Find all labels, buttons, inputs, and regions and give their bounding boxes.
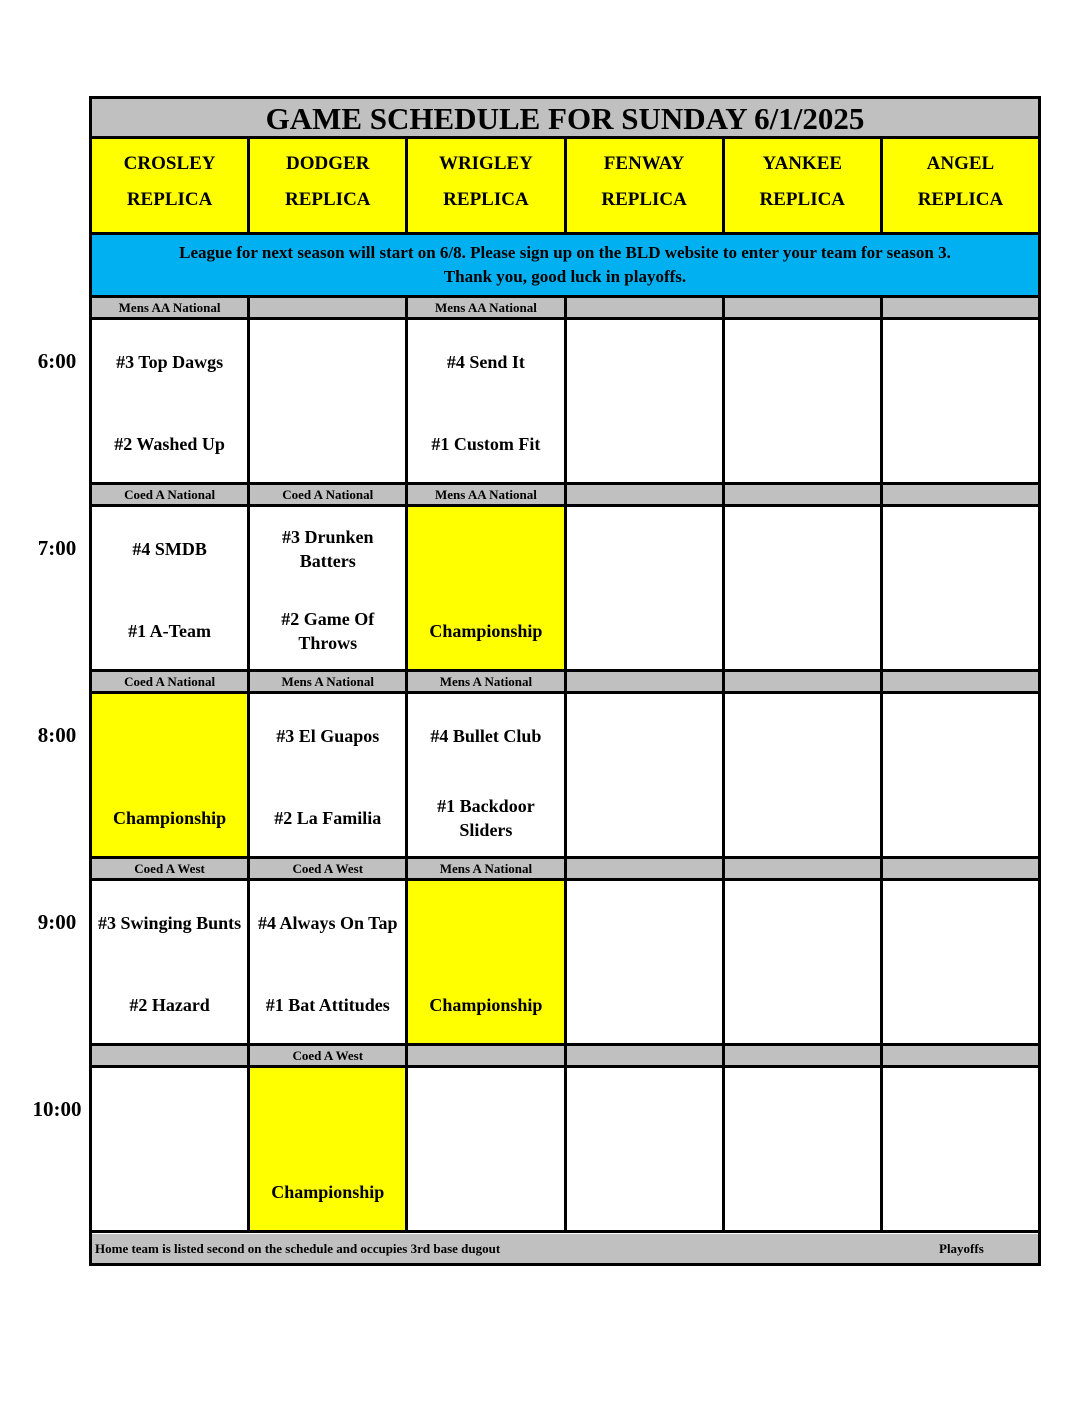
game-cell [408,881,566,1046]
field-name: ANGEL [926,153,995,174]
home-team: #2 La Familia [274,808,382,828]
division-label: Mens A National [408,859,566,881]
game-cell [408,320,566,485]
game-cell [883,694,1038,859]
away-team: #3 Swinging Bunts [98,913,242,933]
game-cell [92,881,250,1046]
division-label [725,298,883,320]
game-cell [250,1068,408,1233]
away-team: #4 Send It [446,352,525,372]
game-row [92,694,1038,859]
division-label [92,1046,250,1068]
division-label: Coed A National [92,485,250,507]
game-cell [567,320,725,485]
division-label: Coed A National [92,672,250,694]
field-header-crosley [92,139,250,235]
game-cell [92,1068,250,1233]
division-label: Mens A National [250,672,408,694]
home-team: #1 Bat Attitudes [265,995,390,1015]
division-row [92,485,1038,507]
game-cell [250,881,408,1046]
time-slot-block [92,485,1038,672]
division-label [567,1046,725,1068]
division-label [250,298,408,320]
game-row [92,507,1038,672]
away-team: #3 Drunken Batters [281,527,374,571]
field-name: CROSLEY [123,153,216,174]
game-cell [250,320,408,485]
home-team: #2 Washed Up [114,434,225,454]
game-cell [883,320,1038,485]
game-cell [408,694,566,859]
division-label [725,672,883,694]
away-team: #4 Bullet Club [430,726,542,746]
game-cell [567,694,725,859]
field-header-wrigley [408,139,566,235]
field-subtitle: REPLICA [759,189,846,210]
game-cell [883,507,1038,672]
game-cell [725,694,883,859]
division-label: Coed A West [92,859,250,881]
away-team: #3 Top Dawgs [116,352,224,372]
time-label: 7:00 [37,536,77,560]
game-cell [725,320,883,485]
game-cell [92,694,250,859]
home-team: #2 Hazard [129,995,210,1015]
division-label [567,672,725,694]
home-team: #1 Backdoor Sliders [437,796,535,840]
field-header-fenway [567,139,725,235]
game-cell [725,881,883,1046]
time-label: 6:00 [37,349,77,373]
field-name: DODGER [286,153,370,174]
game-cell [725,507,883,672]
field-subtitle: REPLICA [126,189,213,210]
game-row [92,320,1038,485]
time-label: 10:00 [32,1097,82,1121]
game-cell [567,881,725,1046]
notice-line-2: Thank you, good luck in playoffs. [443,267,687,286]
field-subtitle: REPLICA [443,189,529,210]
schedule-sheet [89,96,1041,1266]
footer-bar [92,1234,1038,1263]
game-row [92,1068,1038,1233]
division-label: Mens AA National [92,298,250,320]
game-cell [408,507,566,672]
division-row [92,1046,1038,1068]
game-cell [92,507,250,672]
game-cell [567,507,725,672]
game-cell [250,694,408,859]
division-label: Coed A West [250,1046,408,1068]
time-slot-block [92,859,1038,1046]
division-label [567,298,725,320]
playoffs-label: Playoffs [939,1241,984,1256]
field-header-dodger [250,139,408,235]
division-label [567,485,725,507]
division-row [92,672,1038,694]
home-team: Championship [271,1182,385,1202]
division-label [567,859,725,881]
field-subtitle: REPLICA [285,189,371,210]
field-header-angel [883,139,1038,235]
time-slot-block [92,298,1038,485]
home-team: Championship [113,808,227,828]
division-label [408,1046,566,1068]
home-team: Championship [429,995,543,1015]
field-subtitle: REPLICA [917,189,1004,210]
game-cell [250,507,408,672]
field-header-yankee [725,139,883,235]
game-row [92,881,1038,1046]
home-team: #1 Custom Fit [431,434,541,454]
division-label: Coed A West [250,859,408,881]
home-team: #1 A-Team [128,621,211,641]
home-team-note: Home team is listed second on the schedule and occupies 3rd base dugout [95,1241,501,1256]
away-team: #4 Always On Tap [257,913,398,933]
division-label: Mens A National [408,672,566,694]
division-label [725,485,883,507]
game-cell [92,320,250,485]
notice-line-1: League for next season will start on 6/8. Please sign up on the BLD website to enter your team for season 3. [179,243,951,262]
field-subtitle: REPLICA [601,189,687,210]
division-label: Coed A National [250,485,408,507]
game-cell [408,1068,566,1233]
away-team: #4 SMDB [132,539,207,559]
division-label: Mens AA National [408,485,566,507]
time-slot-block [92,672,1038,859]
division-label [725,1046,883,1068]
away-team: #3 El Guapos [276,726,380,746]
division-label [883,298,1038,320]
home-team: #2 Game Of Throws [281,609,375,653]
league-notice [92,235,1038,298]
division-label [883,672,1038,694]
time-label: 8:00 [37,723,77,747]
division-row [92,298,1038,320]
field-name: YANKEE [762,153,843,174]
field-name: FENWAY [603,153,685,174]
game-cell [567,1068,725,1233]
field-name: WRIGLEY [438,153,533,174]
time-label: 9:00 [37,910,77,934]
game-cell [883,881,1038,1046]
division-label [883,1046,1038,1068]
game-cell [883,1068,1038,1233]
page-title: GAME SCHEDULE FOR SUNDAY 6/1/2025 [92,99,1038,139]
division-row [92,859,1038,881]
home-team: Championship [429,621,543,641]
division-label [883,485,1038,507]
field-header-row [92,139,1038,235]
game-cell [725,1068,883,1233]
time-slot-block [92,1046,1038,1233]
division-label [725,859,883,881]
division-label: Mens AA National [408,298,566,320]
division-label [883,859,1038,881]
